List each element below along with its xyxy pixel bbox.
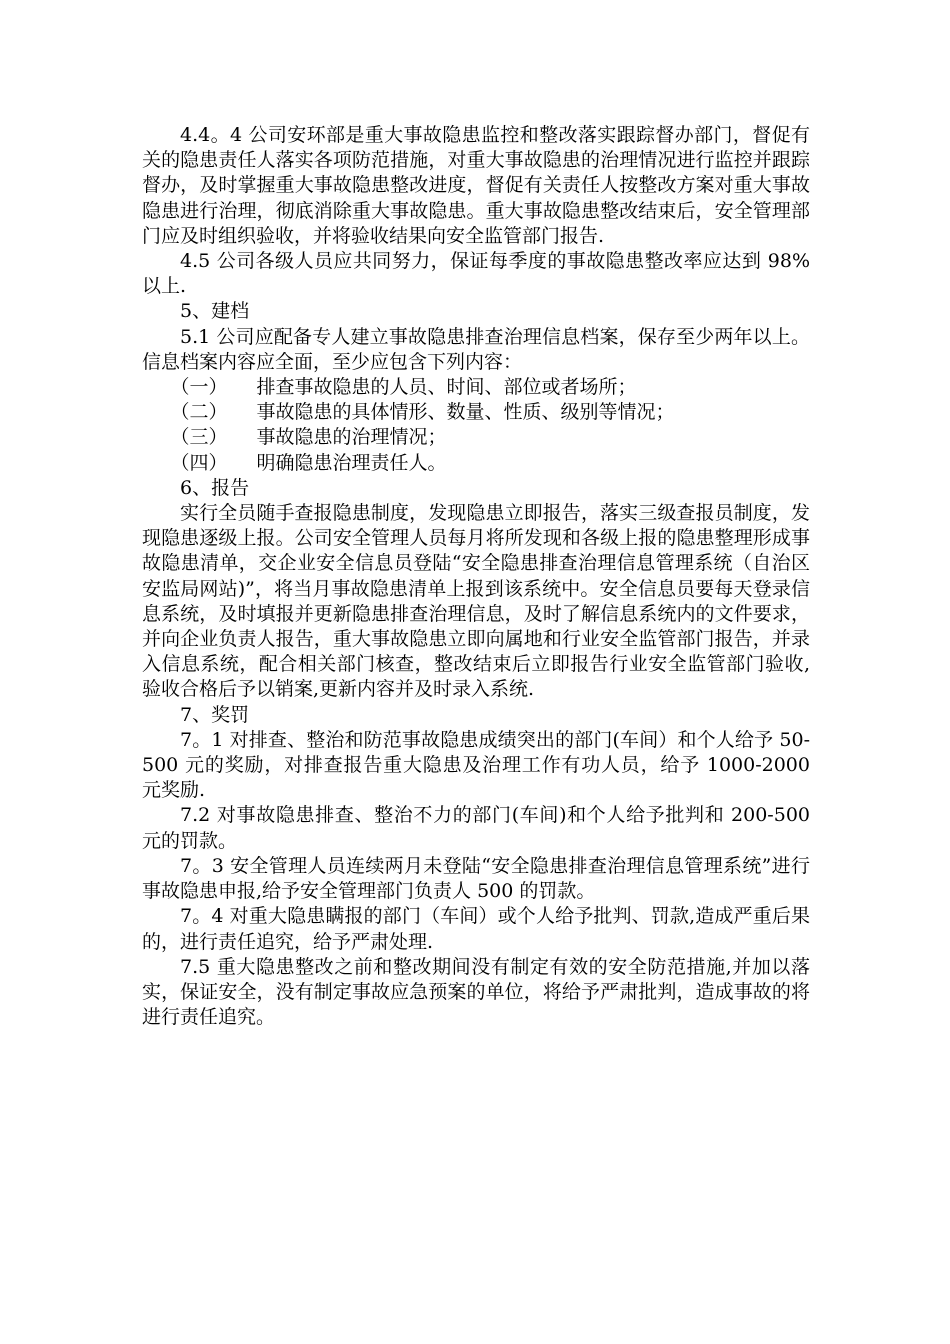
section-heading-7: 7、奖罚: [180, 703, 250, 726]
list-marker: （一）: [170, 376, 228, 399]
paragraph-7-2: 7.2 对事故隐患排查、整治不力的部门(车间)和个人给予批判和 200-500 元的罚款。: [142, 804, 810, 852]
list-marker: （四）: [170, 451, 228, 474]
list-text: 明确隐患治理责任人。: [256, 451, 447, 474]
section-heading-5: 5、建档: [180, 300, 250, 323]
paragraph-7-5: 7.5 重大隐患整改之前和整改期间没有制定有效的安全防范措施,并加以落实，保证安全，没有制定事故应急预案的单位，将给予严肃批判，造成事故的将进行责任追究。: [142, 955, 810, 1029]
list-item: [142, 375, 810, 400]
section-heading-6: 6、报告: [180, 476, 250, 499]
paragraph-7-1: 7。1 对排查、整治和防范事故隐患成绩突出的部门(车间）和个人给予 50-500 元的奖励，对排查报告重大隐患及治理工作有功人员，给予 1000-2000 元奖励.: [142, 728, 810, 802]
list-item: [142, 400, 810, 425]
paragraph-5-1: 5.1 公司应配备专人建立事故隐患排查治理信息档案，保存至少两年以上。信息档案内容应全面，至少应包含下列内容：: [142, 325, 810, 373]
document-page: [142, 123, 810, 1030]
paragraph-4-5: 4.5 公司各级人员应共同努力，保证每季度的事故隐患整改率应达到 98%以上.: [142, 250, 810, 298]
list-text: 事故隐患的具体情形、数量、性质、级别等情况；: [256, 401, 675, 424]
list-text: 排查事故隐患的人员、时间、部位或者场所；: [256, 376, 637, 399]
paragraph-7-4: 7。4 对重大隐患瞒报的部门（车间）或个人给予批判、罚款,造成严重后果的，进行责任追究，给予严肃处理.: [142, 905, 810, 953]
paragraph-7-3: 7。3 安全管理人员连续两月未登陆“安全隐患排查治理信息管理系统”进行事故隐患申报,给予安全管理部门负责人 500 的罚款。: [142, 854, 810, 903]
paragraph-6-report: 实行全员随手查报隐患制度，发现隐患立即报告，落实三级查报员制度，发现隐患逐级上报。公司安全管理人员每月将所发现和各级上报的隐患整理形成事故隐患清单，交企业安全信息员登陆“安全隐患排查治理信息管理系统（自治区安监局网站)”，将当月事故隐患清单上报到该系统中。安全信息员要每天登录信息系统，及时填报并更新隐患排查治理信息，及时了解信息系统内的文件要求，并向企业负责人报告，重大事故隐患立即向属地和行业安全监管部门报告，并录入信息系统，配合相关部门核查，整改结束后立即报告行业安全监管部门验收,验收合格后予以销案,更新内容并及时录入系统.: [142, 502, 810, 701]
list-item: [142, 425, 810, 450]
paragraph-4-4-4: 4.4。4 公司安环部是重大事故隐患监控和整改落实跟踪督办部门，督促有关的隐患责任人落实各项防范措施，对重大事故隐患的治理情况进行监控并跟踪督办，及时掌握重大事故隐患整改进度，督促有关责任人按整改方案对重大事故隐患进行治理，彻底消除重大事故隐患。重大事故隐患整改结束后，安全管理部门应及时组织验收，并将验收结果向安全监管部门报告.: [142, 124, 810, 247]
list-text: 事故隐患的治理情况；: [256, 426, 447, 449]
list-marker: （二）: [170, 401, 228, 424]
list-item: [142, 451, 810, 476]
list-marker: （三）: [170, 426, 228, 449]
